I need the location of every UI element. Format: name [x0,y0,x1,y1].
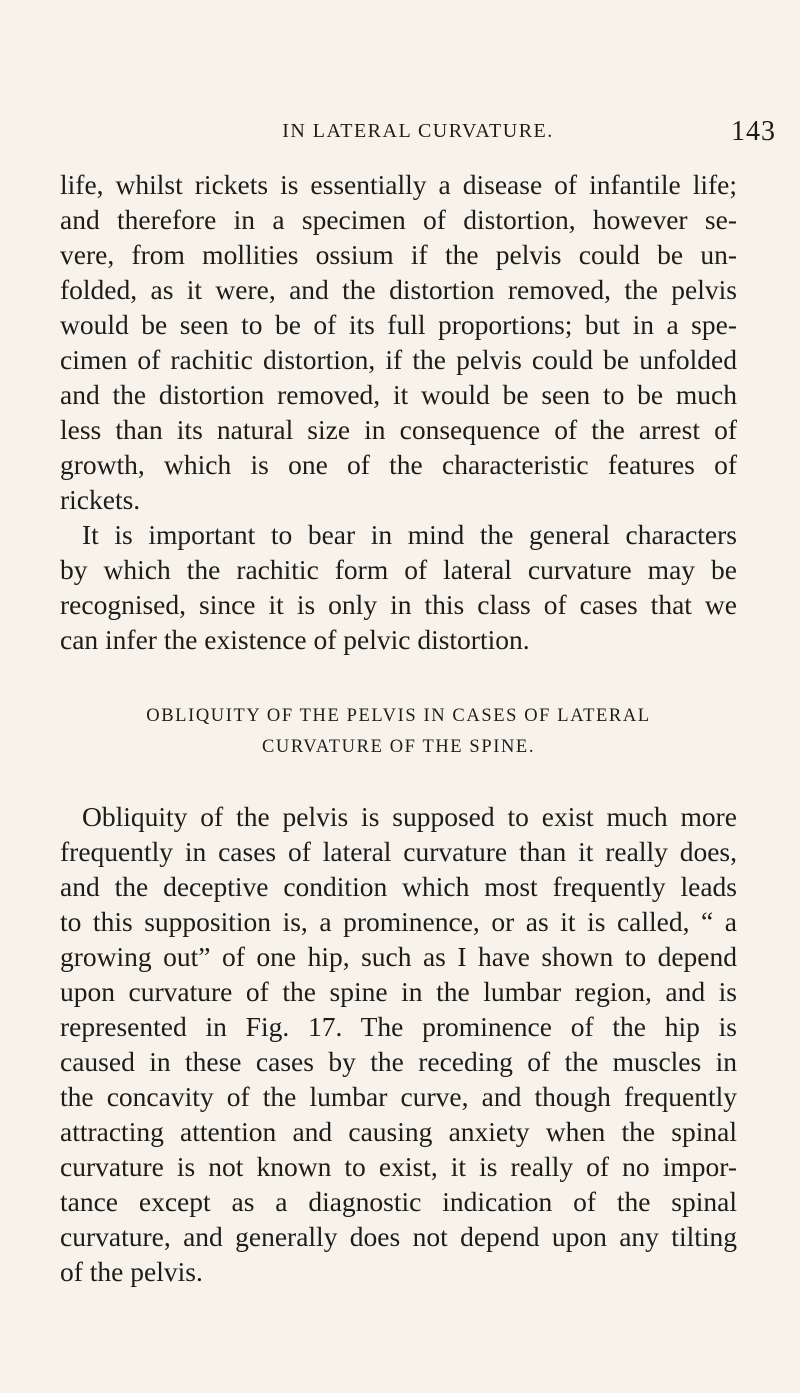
paragraph-line: and the deceptive condition which most frequently leads [60,871,737,902]
paragraph-line: to this supposition is, a prominence, or as it is called, “ a [60,906,737,937]
page-number: 143 [731,116,776,147]
paragraph-line: vere, from mollities ossium if the pelvis could be un- [60,239,737,270]
paragraph-line: growing out” of one hip, such as I have shown to depend [60,941,737,972]
paragraph-line: tance except as a diagnostic indication of the spinal [60,1186,737,1217]
paragraph-line: caused in these cases by the receding of the muscles in [60,1046,737,1077]
paragraph-line: growth, which is one of the characteristic features of [60,449,737,480]
paragraph-line: the concavity of the lumbar curve, and though frequently [60,1081,737,1112]
paragraph-line: curvature is not known to exist, it is really of no impor- [60,1151,737,1182]
paragraph-line: cimen of rachitic distortion, if the pelvis could be unfolded [60,344,737,375]
paragraph-line: frequently in cases of lateral curvature than it really does, [60,836,737,867]
paragraph-line: attracting attention and causing anxiety when the spinal [60,1116,737,1147]
running-head-title: IN LATERAL CURVATURE. [282,120,554,142]
running-head [60,116,776,152]
paragraph-line: by which the rachitic form of lateral curvature may be [60,554,737,585]
paragraph-line: folded, as it were, and the distortion removed, the pelvis [60,274,737,305]
paragraph-line-last: can infer the existence of pelvic distortion. [60,624,530,655]
paragraph-line-last: rickets. [60,484,141,515]
section-heading-line: OBLIQUITY OF THE PELVIS IN CASES OF LATERAL [146,706,651,726]
paragraph-line: upon curvature of the spine in the lumbar region, and is [60,976,737,1007]
paragraph-line: and the distortion removed, it would be seen to be much [60,379,737,410]
paragraph-line-indent: It is important to bear in mind the general characters [82,519,737,550]
section-heading-line: CURVATURE OF THE SPINE. [261,737,536,757]
paragraph-line-indent: Obliquity of the pelvis is supposed to exist much more [82,801,737,832]
paragraph-line: curvature, and generally does not depend upon any tilting [60,1221,737,1252]
paragraph-line: and therefore in a specimen of distortion, however se- [60,204,737,235]
paragraph-line: less than its natural size in consequence of the arrest of [60,414,737,445]
paragraph-line: life, whilst rickets is essentially a disease of infantile life; [60,169,737,200]
paragraph-line: would be seen to be of its full proportions; but in a spe- [60,309,737,340]
paragraph-line: represented in Fig. 17. The prominence of the hip is [60,1011,737,1042]
paragraph-line-last: of the pelvis. [60,1256,203,1287]
paragraph-line: recognised, since it is only in this class of cases that we [60,589,737,620]
